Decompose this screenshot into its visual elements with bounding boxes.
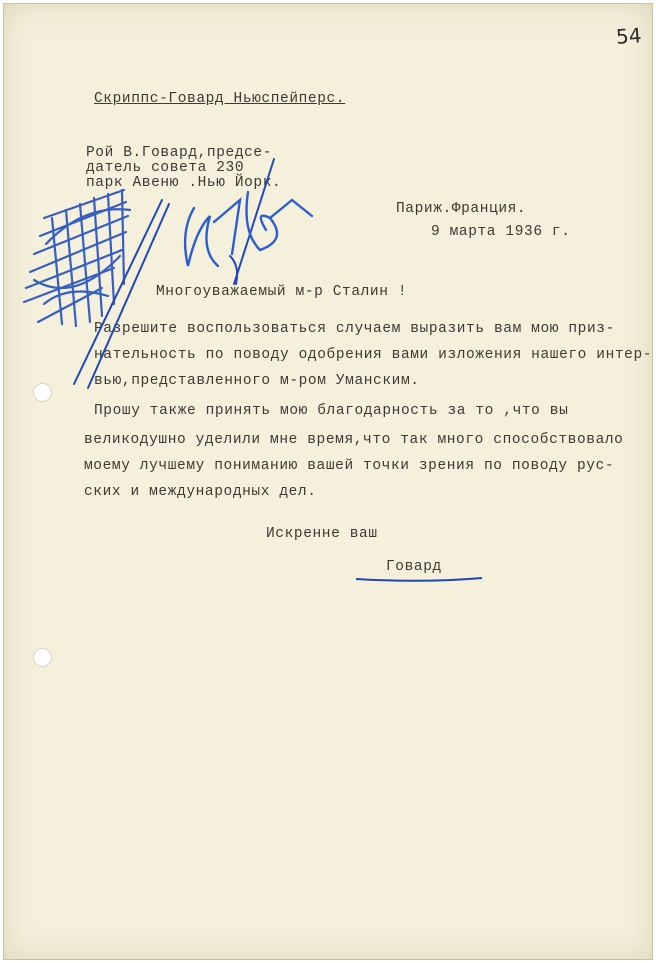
letter-place: Париж.Франция. xyxy=(396,201,527,217)
ink-initials xyxy=(185,192,312,266)
body-line: великодушно уделили мне время,что так много способствовало xyxy=(84,432,624,448)
body-line: Разрешите воспользоваться случаем выразить вам мою приз- xyxy=(94,321,615,337)
signature-typed: Говард xyxy=(386,559,442,575)
closing: Искренне ваш xyxy=(266,526,378,542)
signature-underline xyxy=(356,578,482,581)
body-line: вью,представленного м-ром Уманским. xyxy=(94,373,420,389)
ink-scribble xyxy=(24,190,130,326)
company-heading: Скриппс-Говард Ньюспейперс. xyxy=(94,91,346,107)
letter-date: 9 марта 1936 г. xyxy=(431,224,571,240)
letter-sheet xyxy=(3,3,653,960)
body-line: Прошу также принять мою благодарность за то ,что вы xyxy=(94,403,569,419)
sender-line-3: парк Авеню .Нью Йорк. xyxy=(86,175,282,191)
handwritten-ink-marks xyxy=(4,4,652,959)
salutation: Многоуважаемый м-р Сталин ! xyxy=(156,284,408,300)
page-number: 54 xyxy=(615,23,643,49)
body-line: нательность по поводу одобрения вами изложения нашего интер- xyxy=(94,347,653,363)
ink-strokes xyxy=(74,159,274,388)
body-line: ских и международных дел. xyxy=(84,484,317,500)
body-line: моему лучшему пониманию вашей точки зрения по поводу рус- xyxy=(84,458,615,474)
sender-line-1: Рой В.Говард,предсе- xyxy=(86,145,273,161)
sender-line-2: датель совета 230 xyxy=(86,160,245,176)
